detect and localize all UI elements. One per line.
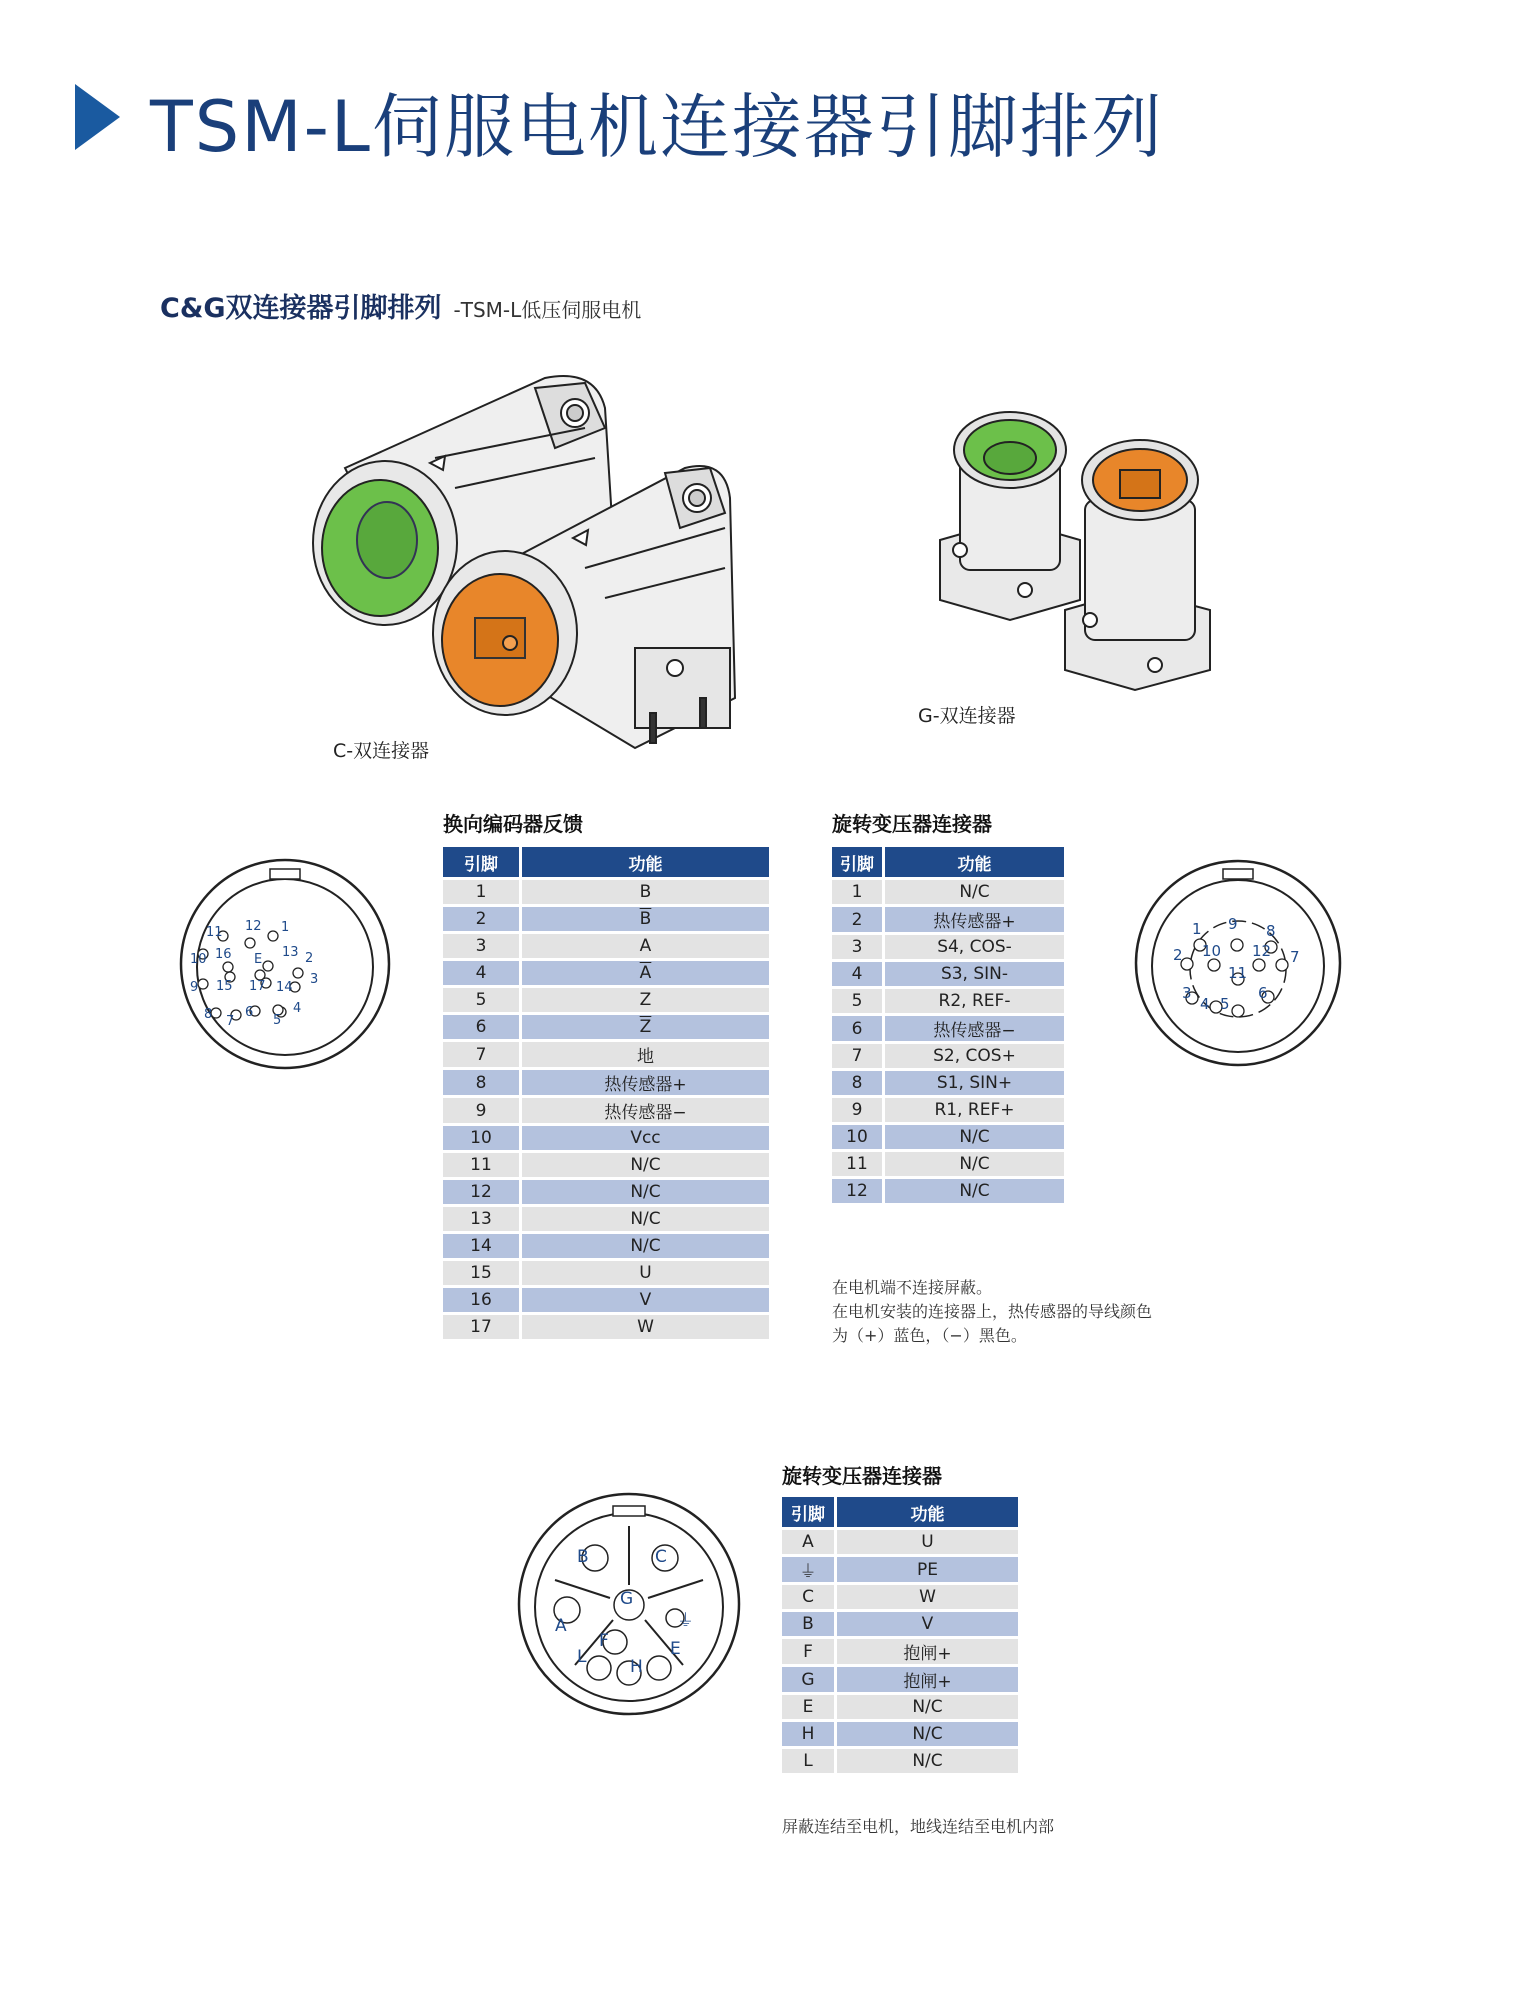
power-pin-cell: H: [782, 1722, 837, 1746]
resolver-connector-face: [1132, 857, 1344, 1069]
encoder-function-cell: V: [522, 1288, 769, 1312]
power-function-cell: V: [837, 1612, 1018, 1636]
resolver-note-line: 为（+）蓝色，（−）黑色。: [832, 1326, 1027, 1345]
encoder-pin-cell: 1: [443, 880, 522, 904]
encoder-pin-label: 15: [216, 979, 233, 994]
resolver-row: [832, 1044, 1064, 1068]
resolver-pin-hole: [1253, 959, 1265, 971]
resolver-row: [832, 880, 1064, 904]
section-subtitle: -TSM-L低压伺服电机: [453, 298, 642, 322]
power-pin-label: E: [670, 1639, 681, 1659]
resolver-function-cell: N/C: [885, 1179, 1064, 1203]
resolver-pin-cell: 8: [832, 1071, 885, 1095]
encoder-header-function: 功能: [522, 847, 769, 877]
g-caption: G-双连接器: [918, 705, 1016, 727]
encoder-row: [443, 1315, 769, 1339]
encoder-function-cell: B: [522, 880, 769, 904]
encoder-pin-label: 13: [282, 945, 299, 960]
encoder-row: [443, 1288, 769, 1312]
encoder-function-cell: $\overline{A}$: [522, 961, 769, 985]
encoder-pin-hole: [293, 968, 303, 978]
encoder-row: [443, 1207, 769, 1231]
encoder-row: [443, 1126, 769, 1150]
power-row: [782, 1557, 1018, 1582]
encoder-header-pin: 引脚: [443, 847, 522, 877]
resolver-pin-cell: 4: [832, 962, 885, 986]
encoder-row: [443, 1070, 769, 1095]
encoder-pin-cell: 17: [443, 1315, 522, 1339]
encoder-function-cell: N/C: [522, 1234, 769, 1258]
resolver-row: [832, 989, 1064, 1013]
resolver-header-function: 功能: [885, 847, 1064, 877]
c-double-connector-image: [305, 368, 745, 758]
resolver-row: [832, 1016, 1064, 1041]
encoder-row: [443, 934, 769, 958]
resolver-function-cell: N/C: [885, 1125, 1064, 1149]
encoder-row: [443, 880, 769, 904]
encoder-pin-label: 1: [281, 920, 290, 935]
section-title: [160, 286, 641, 325]
encoder-row: [443, 907, 769, 931]
power-row: [782, 1695, 1018, 1719]
resolver-function-cell: 热传感器−: [885, 1016, 1064, 1041]
encoder-row: [443, 1042, 769, 1067]
power-row: [782, 1749, 1018, 1773]
power-function-cell: W: [837, 1585, 1018, 1609]
power-connector-face: [515, 1490, 743, 1718]
encoder-pin-label: 9: [190, 980, 199, 995]
encoder-pin-cell: 5: [443, 988, 522, 1012]
resolver-function-cell: R1, REF+: [885, 1098, 1064, 1122]
power-function-cell: PE: [837, 1557, 1018, 1582]
encoder-table: [443, 844, 769, 1342]
encoder-pin-label: 5: [273, 1013, 282, 1028]
resolver-pin-hole: [1231, 939, 1243, 951]
encoder-row: [443, 1234, 769, 1258]
resolver-pin-cell: 11: [832, 1152, 885, 1176]
encoder-function-cell: N/C: [522, 1153, 769, 1177]
encoder-pin-cell: 3: [443, 934, 522, 958]
resolver-pin-cell: 7: [832, 1044, 885, 1068]
resolver-pin-label: 9: [1228, 915, 1238, 933]
page-title: TSM-L伺服电机连接器引脚排列: [150, 86, 1164, 168]
encoder-pin-label: 8: [204, 1007, 213, 1022]
g-double-connector-image: [930, 410, 1230, 700]
resolver-pin-cell: 1: [832, 880, 885, 904]
resolver-pin-label: 4: [1200, 995, 1210, 1013]
encoder-pin-label: 12: [245, 919, 262, 934]
resolver-function-cell: S1, SIN+: [885, 1071, 1064, 1095]
encoder-function-cell: W: [522, 1315, 769, 1339]
power-pin-cell: G: [782, 1667, 837, 1692]
c-caption: C-双连接器: [333, 740, 430, 762]
encoder-pin-hole: [268, 931, 278, 941]
encoder-pin-cell: 16: [443, 1288, 522, 1312]
resolver-pin-label: 3: [1182, 984, 1192, 1002]
encoder-function-cell: 地: [522, 1042, 769, 1067]
resolver-pin-label: 1: [1192, 920, 1202, 938]
resolver-function-cell: 热传感器+: [885, 907, 1064, 932]
encoder-pin-label: E: [254, 952, 263, 967]
power-note: 屏蔽连结至电机，地线连结至电机内部: [782, 1817, 1055, 1836]
resolver-row: [832, 1071, 1064, 1095]
encoder-function-cell: 热传感器+: [522, 1070, 769, 1095]
encoder-pin-cell: 6: [443, 1015, 522, 1039]
encoder-pin-label: 16: [215, 947, 232, 962]
encoder-row: [443, 1153, 769, 1177]
resolver-pin-cell: 3: [832, 935, 885, 959]
power-function-cell: 抱闸+: [837, 1639, 1018, 1664]
power-pin-cell: ⏚: [782, 1557, 837, 1582]
encoder-pin-hole: [223, 962, 233, 972]
title-triangle-icon: [75, 84, 120, 150]
encoder-function-cell: Z: [522, 988, 769, 1012]
resolver-function-cell: N/C: [885, 880, 1064, 904]
encoder-connector-face: [178, 857, 393, 1072]
resolver-pin-label: 5: [1220, 995, 1230, 1013]
power-pin-cell: E: [782, 1695, 837, 1719]
encoder-pin-cell: 11: [443, 1153, 522, 1177]
power-pin-label: L: [577, 1647, 587, 1667]
power-row: [782, 1530, 1018, 1554]
resolver-pin-cell: 6: [832, 1016, 885, 1041]
power-function-cell: N/C: [837, 1749, 1018, 1773]
power-pin-label: B: [577, 1547, 589, 1567]
encoder-pin-cell: 13: [443, 1207, 522, 1231]
resolver-pin-cell: 5: [832, 989, 885, 1013]
encoder-pin-label: 3: [310, 972, 319, 987]
power-pin-label: C: [655, 1547, 667, 1567]
encoder-row: [443, 1180, 769, 1204]
power-pin-label: G: [620, 1589, 634, 1609]
power-header-function: 功能: [837, 1497, 1018, 1527]
power-row: [782, 1639, 1018, 1664]
power-pin-cell: A: [782, 1530, 837, 1554]
encoder-pin-label: 2: [305, 951, 314, 966]
encoder-pin-cell: 4: [443, 961, 522, 985]
resolver-pin-cell: 12: [832, 1179, 885, 1203]
encoder-pin-hole: [211, 1008, 221, 1018]
encoder-table-title: 换向编码器反馈: [443, 812, 583, 836]
resolver-row: [832, 1152, 1064, 1176]
resolver-row: [832, 1098, 1064, 1122]
power-pin-label: ⏚: [677, 1611, 694, 1631]
power-pin-cell: F: [782, 1639, 837, 1664]
resolver-function-cell: N/C: [885, 1152, 1064, 1176]
power-pin-hole: [587, 1656, 611, 1680]
section-title-text: C&G双连接器引脚排列: [160, 293, 442, 324]
resolver-pin-cell: 10: [832, 1125, 885, 1149]
power-function-cell: U: [837, 1530, 1018, 1554]
encoder-function-cell: $\overline{B}$: [522, 907, 769, 931]
encoder-pin-cell: 12: [443, 1180, 522, 1204]
power-pin-cell: B: [782, 1612, 837, 1636]
resolver-table-title: 旋转变压器连接器: [832, 812, 992, 836]
encoder-pin-label: 14: [276, 980, 293, 995]
encoder-function-cell: 热传感器−: [522, 1098, 769, 1123]
resolver-function-cell: S3, SIN-: [885, 962, 1064, 986]
resolver-pin-label: 12: [1252, 942, 1272, 960]
resolver-pin-cell: 2: [832, 907, 885, 932]
resolver-row: [832, 962, 1064, 986]
encoder-pin-cell: 2: [443, 907, 522, 931]
encoder-pin-hole: [198, 979, 208, 989]
power-pin-cell: L: [782, 1749, 837, 1773]
resolver-function-cell: S4, COS-: [885, 935, 1064, 959]
encoder-pin-cell: 10: [443, 1126, 522, 1150]
resolver-note-line: 在电机安装的连接器上，热传感器的导线颜色: [832, 1302, 1153, 1321]
power-header-pin: 引脚: [782, 1497, 837, 1527]
resolver-pin-hole: [1208, 959, 1220, 971]
resolver-table: [832, 844, 1064, 1206]
encoder-row: [443, 961, 769, 985]
power-pin-label: A: [555, 1616, 567, 1636]
resolver-pin-label: 10: [1202, 942, 1222, 960]
encoder-row: [443, 1015, 769, 1039]
power-function-cell: N/C: [837, 1695, 1018, 1719]
encoder-pin-label: 4: [293, 1001, 302, 1016]
resolver-pin-hole: [1181, 958, 1193, 970]
resolver-pin-hole: [1276, 959, 1288, 971]
resolver-note-line: 在电机端不连接屏蔽。: [832, 1278, 993, 1297]
resolver-function-cell: S2, COS+: [885, 1044, 1064, 1068]
resolver-pin-cell: 9: [832, 1098, 885, 1122]
power-pin-label: F: [599, 1631, 609, 1651]
encoder-function-cell: N/C: [522, 1207, 769, 1231]
encoder-function-cell: $\overline{Z}$: [522, 1015, 769, 1039]
power-row: [782, 1722, 1018, 1746]
encoder-row: [443, 1261, 769, 1285]
encoder-pin-label: 6: [245, 1005, 254, 1020]
power-function-cell: 抱闸+: [837, 1667, 1018, 1692]
encoder-pin-cell: 15: [443, 1261, 522, 1285]
resolver-pin-hole: [1232, 1005, 1244, 1017]
encoder-pin-cell: 9: [443, 1098, 522, 1123]
resolver-row: [832, 935, 1064, 959]
encoder-row: [443, 988, 769, 1012]
resolver-header-pin: 引脚: [832, 847, 885, 877]
resolver-pin-label: 7: [1290, 948, 1300, 966]
encoder-pin-hole: [245, 938, 255, 948]
power-row: [782, 1585, 1018, 1609]
encoder-pin-label: 7: [226, 1014, 235, 1029]
resolver-pin-label: 8: [1266, 922, 1276, 940]
resolver-note: [832, 1276, 1152, 1348]
resolver-pin-label: 2: [1173, 946, 1183, 964]
encoder-pin-cell: 7: [443, 1042, 522, 1067]
resolver-row: [832, 907, 1064, 932]
encoder-pin-cell: 8: [443, 1070, 522, 1095]
power-pin-hole: [647, 1656, 671, 1680]
encoder-pin-label: 11: [206, 925, 223, 940]
power-table-title: 旋转变压器连接器: [782, 1464, 942, 1488]
power-function-cell: N/C: [837, 1722, 1018, 1746]
resolver-row: [832, 1179, 1064, 1203]
encoder-pin-label: 17: [249, 979, 266, 994]
resolver-pin-label: 6: [1258, 984, 1268, 1002]
power-pin-label: H: [630, 1657, 643, 1677]
resolver-row: [832, 1125, 1064, 1149]
power-row: [782, 1667, 1018, 1692]
power-pin-cell: C: [782, 1585, 837, 1609]
encoder-function-cell: A: [522, 934, 769, 958]
power-table: [782, 1494, 1018, 1776]
power-row: [782, 1612, 1018, 1636]
encoder-pin-label: 10: [190, 952, 207, 967]
resolver-function-cell: R2, REF-: [885, 989, 1064, 1013]
encoder-pin-hole: [263, 961, 273, 971]
encoder-pin-cell: 14: [443, 1234, 522, 1258]
resolver-pin-label: 11: [1228, 964, 1248, 982]
encoder-function-cell: U: [522, 1261, 769, 1285]
encoder-function-cell: Vcc: [522, 1126, 769, 1150]
encoder-function-cell: N/C: [522, 1180, 769, 1204]
encoder-row: [443, 1098, 769, 1123]
